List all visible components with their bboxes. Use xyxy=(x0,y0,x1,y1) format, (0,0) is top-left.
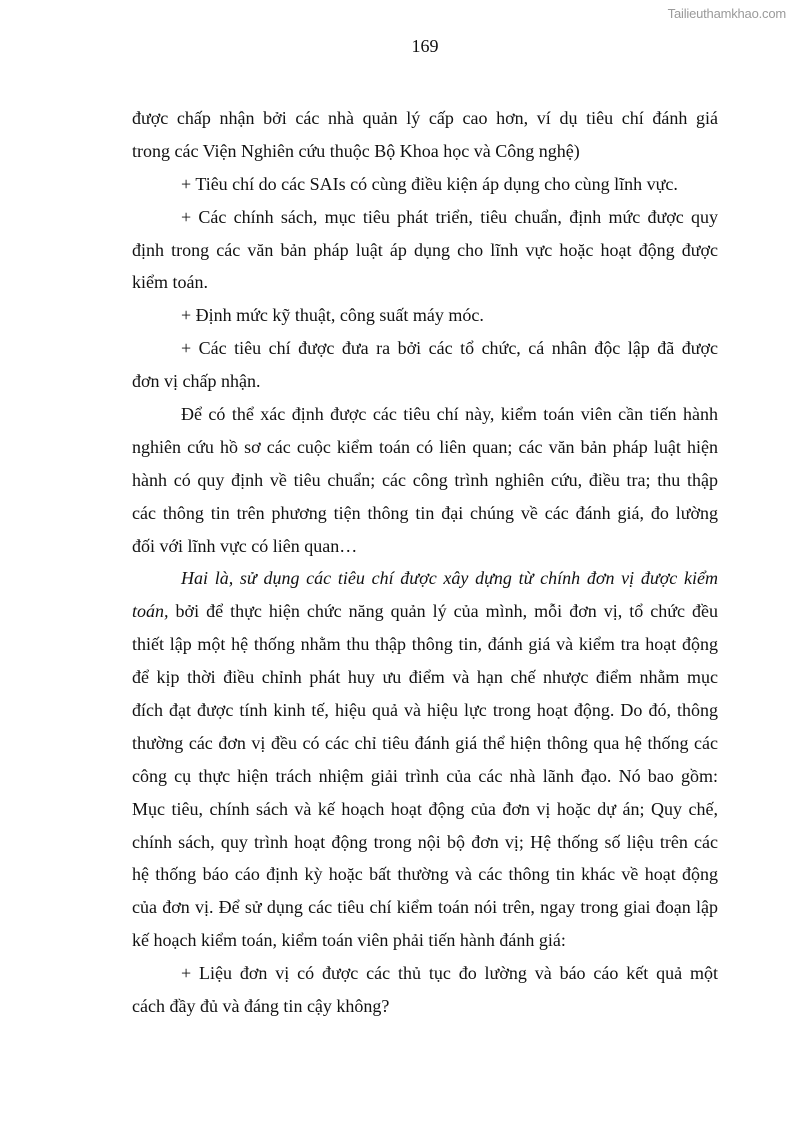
text-line: chính sách, quy trình hoạt động trong nội bộ đơn vị; Hệ thống số liệu trên các xyxy=(132,831,718,852)
text-line: đích đạt được tính kinh tế, hiệu quả và hiệu lực trong hoạt động. Do đó, thông xyxy=(132,700,718,721)
text-line: nghiên cứu hồ sơ các cuộc kiểm toán có liên quan; các văn bản pháp luật hiện xyxy=(132,436,718,457)
page-number: 169 xyxy=(411,36,439,56)
text-line: thiết lập một hệ thống nhằm thu thập thông tin, đánh giá và kiểm tra hoạt động xyxy=(132,634,718,655)
text-line: các thông tin trên phương tiện thông tin đại chúng về các đánh giá, đo lường xyxy=(132,502,718,523)
text-line: công cụ thực hiện trách nhiệm giải trình của các nhà lãnh đạo. Nó bao gồm: xyxy=(132,765,718,786)
text-line: thường các đơn vị đều có các chỉ tiêu đánh giá thể hiện thông qua hệ thống các xyxy=(132,732,718,753)
text-line: kế hoạch kiểm toán, kiểm toán viên phải tiến hành đánh giá: xyxy=(132,930,566,951)
text-line: + Tiêu chí do các SAIs có cùng điều kiện áp dụng cho cùng lĩnh vực. xyxy=(181,173,678,194)
text-line: được chấp nhận bởi các nhà quản lý cấp cao hơn, ví dụ tiêu chí đánh giá xyxy=(132,108,718,128)
text-line: hành có quy định về tiêu chuẩn; các công trình nghiên cứu, điều tra; thu thập xyxy=(132,469,718,490)
text-line: để kịp thời điều chỉnh phát huy ưu điểm và hạn chế nhược điểm nhằm mục xyxy=(132,667,718,688)
text-line: hệ thống báo cáo định kỳ hoặc bất thường và các thông tin khác về hoạt động xyxy=(132,864,718,885)
text-line: cách đầy đủ và đáng tin cậy không? xyxy=(132,996,390,1017)
text-line: + Các tiêu chí được đưa ra bởi các tổ chức, cá nhân độc lập đã được xyxy=(181,338,718,359)
text-line: đơn vị chấp nhận. xyxy=(132,371,261,392)
text-line: + Liệu đơn vị có được các thủ tục đo lường và báo cáo kết quả một xyxy=(181,963,718,984)
text-line: của đơn vị. Để sử dụng các tiêu chí kiểm toán nói trên, ngay trong giai đoạn lập xyxy=(132,897,718,918)
document-body xyxy=(132,102,718,1023)
text-line-italic: Hai là, sử dụng các tiêu chí được xây dựng từ chính đơn vị được kiểm xyxy=(181,568,718,589)
text-line: Mục tiêu, chính sách và kế hoạch hoạt động của đơn vị hoặc dự án; Quy chế, xyxy=(132,798,718,819)
text-line: kiểm toán. xyxy=(132,272,208,293)
text-line: + Định mức kỹ thuật, công suất máy móc. xyxy=(181,305,484,326)
text-line: đối với lĩnh vực có liên quan… xyxy=(132,535,358,556)
text-line: + Các chính sách, mục tiêu phát triển, tiêu chuẩn, định mức được quy xyxy=(181,206,718,227)
text-line: trong các Viện Nghiên cứu thuộc Bộ Khoa học và Công nghệ) xyxy=(132,140,580,161)
text-fragment: bởi để thực hiện chức năng quản lý của mình, mỗi đơn vị, tổ chức đều xyxy=(175,601,719,622)
text-line xyxy=(132,595,718,628)
text-line: định trong các văn bản pháp luật áp dụng cho lĩnh vực hoặc hoạt động được xyxy=(132,239,718,260)
watermark: Tailieuthamkhao.com xyxy=(667,6,786,21)
text-line: Để có thể xác định được các tiêu chí này, kiểm toán viên cần tiến hành xyxy=(181,404,718,425)
italic-fragment: toán, xyxy=(132,601,169,622)
